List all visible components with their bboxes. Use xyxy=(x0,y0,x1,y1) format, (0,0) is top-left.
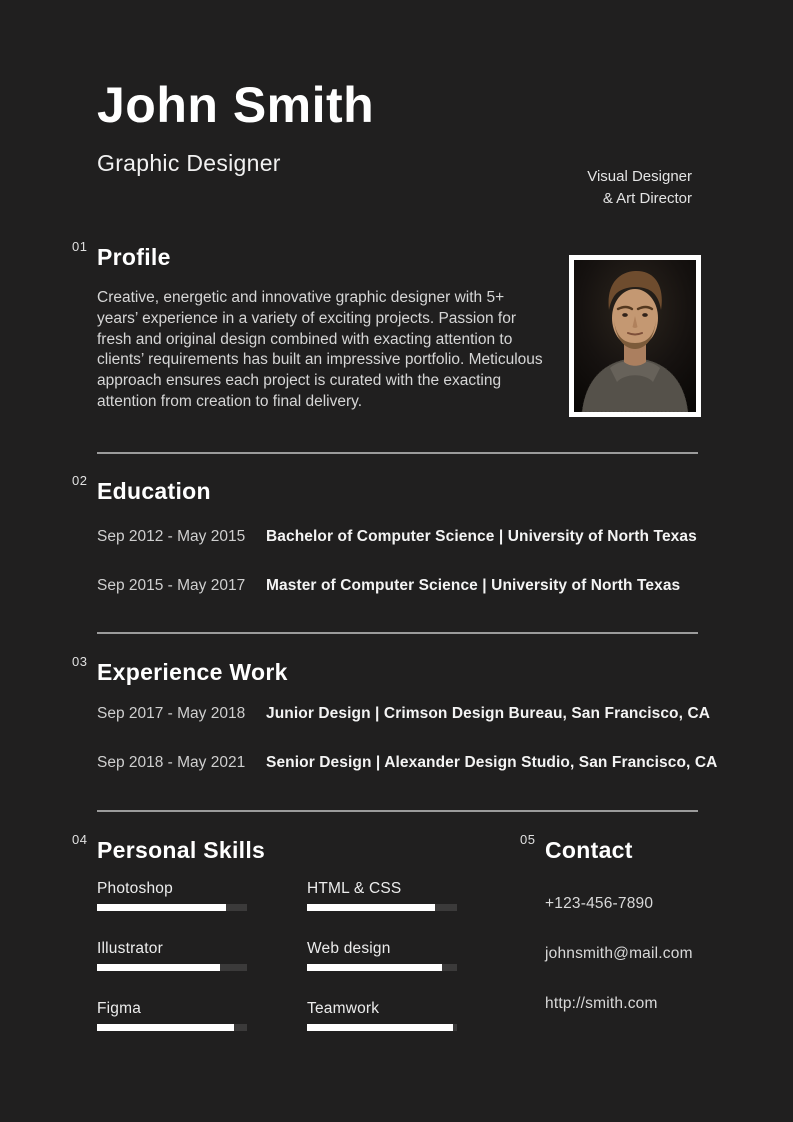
skill-label: Illustrator xyxy=(97,940,163,957)
skill-bar-track xyxy=(97,1024,247,1031)
skill-label: HTML & CSS xyxy=(307,880,402,897)
skill-bar-fill xyxy=(307,1024,453,1031)
skill-item xyxy=(97,940,247,971)
experience-dates: Sep 2018 - May 2021 xyxy=(97,754,246,771)
tagline-line-2: & Art Director xyxy=(602,190,692,207)
portrait-photo xyxy=(569,255,701,417)
skill-label: Web design xyxy=(307,940,391,957)
education-description: Master of Computer Science | University of North Texas xyxy=(266,577,681,594)
skill-item xyxy=(307,940,457,971)
profile-heading xyxy=(72,239,171,270)
education-heading xyxy=(72,473,211,504)
skill-bar-track xyxy=(97,904,247,911)
education-dates: Sep 2015 - May 2017 xyxy=(97,577,246,594)
contact-section-title: Contact xyxy=(545,837,633,863)
experience-description: Senior Design | Alexander Design Studio, San Francisco, CA xyxy=(266,754,718,771)
skill-label: Figma xyxy=(97,1000,142,1017)
skill-item xyxy=(97,1000,247,1031)
experience-row xyxy=(97,705,737,723)
skills-section-number: 04 xyxy=(72,832,88,847)
skill-bar-fill xyxy=(97,904,226,911)
skill-bar-track xyxy=(307,1024,457,1031)
profile-section-number: 01 xyxy=(72,239,88,254)
skill-bar-track xyxy=(307,904,457,911)
experience-description: Junior Design | Crimson Design Bureau, San Francisco, CA xyxy=(266,705,711,722)
skills-grid xyxy=(97,880,457,1031)
experience-row xyxy=(97,754,737,772)
education-section-number: 02 xyxy=(72,473,88,488)
divider-after-education xyxy=(97,632,698,634)
job-title: Graphic Designer xyxy=(97,150,281,176)
experience-dates: Sep 2017 - May 2018 xyxy=(97,705,246,722)
profile-section-title: Profile xyxy=(97,244,171,270)
contact-item: johnsmith@mail.com xyxy=(545,945,693,962)
experience-section-title: Experience Work xyxy=(97,659,288,685)
skill-bar-track xyxy=(97,964,247,971)
experience-section-number: 03 xyxy=(72,654,88,669)
skills-heading xyxy=(72,832,266,863)
skill-item xyxy=(97,880,247,911)
education-list xyxy=(97,528,737,626)
experience-list xyxy=(97,705,737,803)
divider-after-profile xyxy=(97,452,698,454)
skill-item xyxy=(307,880,457,911)
tagline-line-1: Visual Designer xyxy=(587,168,692,185)
skill-bar-fill xyxy=(307,904,435,911)
contact-item: +123-456-7890 xyxy=(545,895,654,912)
profile-text: Creative, energetic and innovative graphic designer with 5+ years’ experience in a variety of exciting projects. Passion for fresh and original design combined with exacting attention to clients’ requirements has built an impressive portfolio. Meticulous approach ensures each project is curated with the exacting attention from creation to final delivery. xyxy=(97,289,543,410)
skill-bar-fill xyxy=(97,1024,234,1031)
education-section-title: Education xyxy=(97,478,211,504)
contact-item: http://smith.com xyxy=(545,995,658,1012)
person-name: John Smith xyxy=(97,77,375,133)
portrait-photo-illustration xyxy=(574,260,696,412)
experience-heading xyxy=(72,654,288,685)
skill-bar-fill xyxy=(97,964,220,971)
skill-bar-track xyxy=(307,964,457,971)
tagline xyxy=(587,166,692,210)
skill-bar-fill xyxy=(307,964,442,971)
skill-label: Photoshop xyxy=(97,880,173,897)
skill-item xyxy=(307,1000,457,1031)
contact-heading xyxy=(520,832,633,863)
education-row xyxy=(97,528,737,546)
education-dates: Sep 2012 - May 2015 xyxy=(97,528,246,545)
skill-label: Teamwork xyxy=(307,1000,380,1017)
contact-section-number: 05 xyxy=(520,832,536,847)
education-description: Bachelor of Computer Science | University of North Texas xyxy=(266,528,697,545)
skills-section-title: Personal Skills xyxy=(97,837,266,863)
contact-list xyxy=(545,896,693,1046)
education-row xyxy=(97,577,737,595)
divider-after-experience xyxy=(97,810,698,812)
